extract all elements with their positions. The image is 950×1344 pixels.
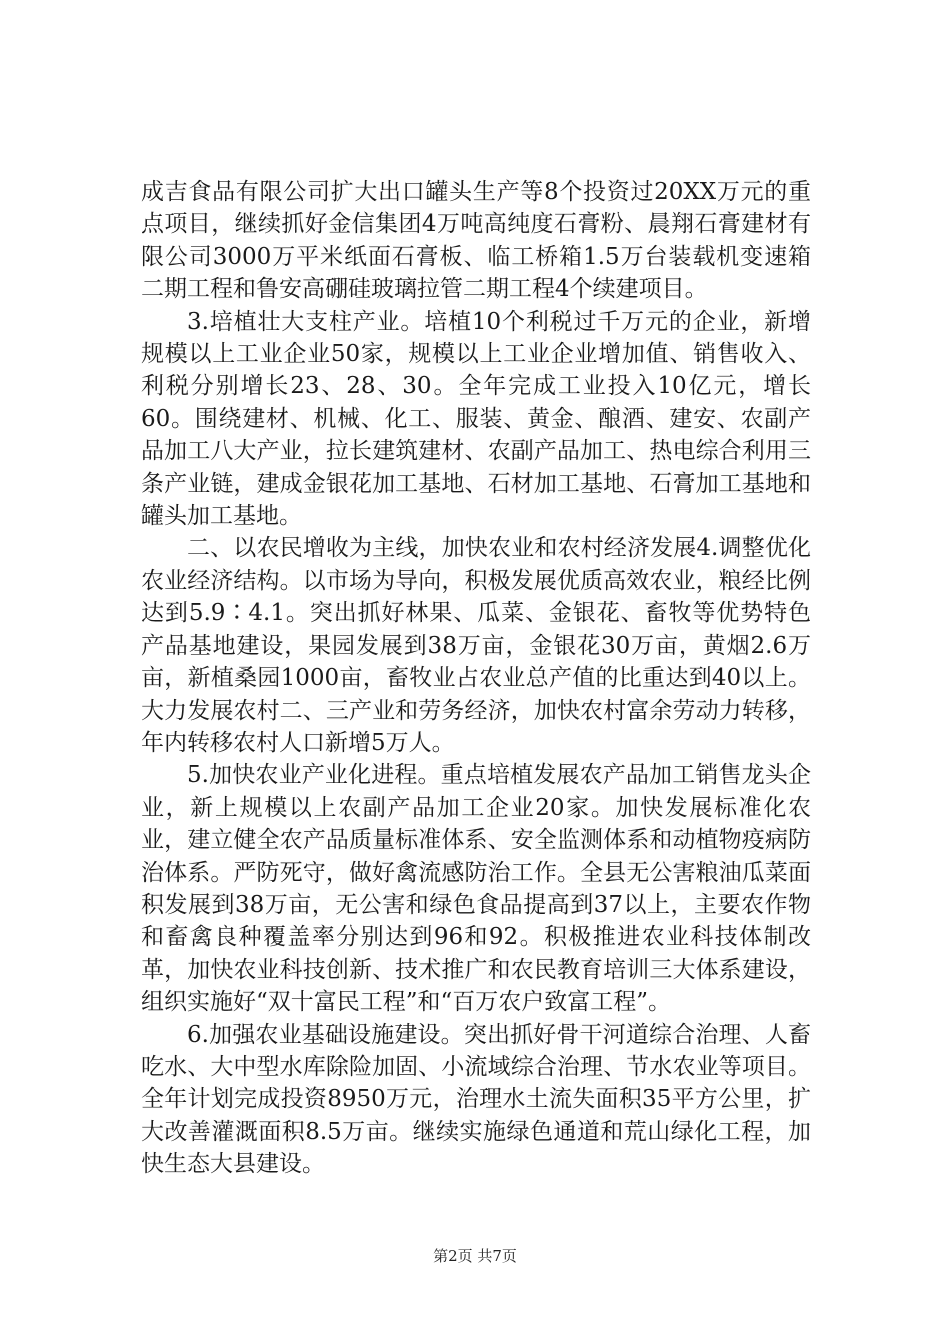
- paragraph-4: 5.加快农业产业化进程。重点培植发展农产品加工销售龙头企业，新上规模以上农副产品加工企业20家。加快发展标准化农业，建立健全农产品质量标准体系、安全监测体系和动植物疫病防治体系。严防死守，做好禽流感防治工作。全县无公害粮油瓜菜面积发展到38万亩，无公害和绿色食品提高到37以上，主要农作物和畜禽良种覆盖率分别达到96和92。积极推进农业科技体制改革，加快农业科技创新、技术推广和农民教育培训三大体系建设，组织实施好“双十富民工程”和“百万农户致富工程”。: [141, 762, 811, 1016]
- paragraph-3: 二、以农民增收为主线，加快农业和农村经济发展4.调整优化农业经济结构。以市场为导向，积极发展优质高效农业，粮经比例达到5.9∶4.1。突出抓好林果、瓜菜、金银花、畜牧等优势特色产品基地建设，果园发展到38万亩，金银花30万亩，黄烟2.6万亩，新植桑园1000亩，畜牧业占农业总产值的比重达到40以上。大力发展农村二、三产业和劳务经济，加快农村富余劳动力转移，年内转移农村人口新增5万人。: [141, 535, 811, 756]
- document-body: [141, 176, 811, 1181]
- paragraph-1: 成吉食品有限公司扩大出口罐头生产等8个投资过20XX万元的重点项目，继续抓好金信集团4万吨高纯度石膏粉、晨翔石膏建材有限公司3000万平米纸面石膏板、临工桥箱1.5万台装载机变速箱二期工程和鲁安高硼硅玻璃拉管二期工程4个续建项目。: [141, 179, 811, 303]
- page-number-footer: 第2页 共7页: [433, 1247, 517, 1265]
- paragraph-5: 6.加强农业基础设施建设。突出抓好骨干河道综合治理、人畜吃水、大中型水库除险加固、小流域综合治理、节水农业等项目。全年计划完成投资8950万元，治理水土流失面积35平方公里，扩大改善灌溉面积8.5万亩。继续实施绿色通道和荒山绿化工程，加快生态大县建设。: [141, 1021, 811, 1178]
- paragraph-2: 3.培植壮大支柱产业。培植10个利税过千万元的企业，新增规模以上工业企业50家，规模以上工业企业增加值、销售收入、利税分别增长23、28、30。全年完成工业投入10亿元，增长60。围绕建材、机械、化工、服装、黄金、酿酒、建安、农副产品加工八大产业，拉长建筑建材、农副产品加工、热电综合利用三条产业链，建成金银花加工基地、石材加工基地、石膏加工基地和罐头加工基地。: [141, 308, 811, 530]
